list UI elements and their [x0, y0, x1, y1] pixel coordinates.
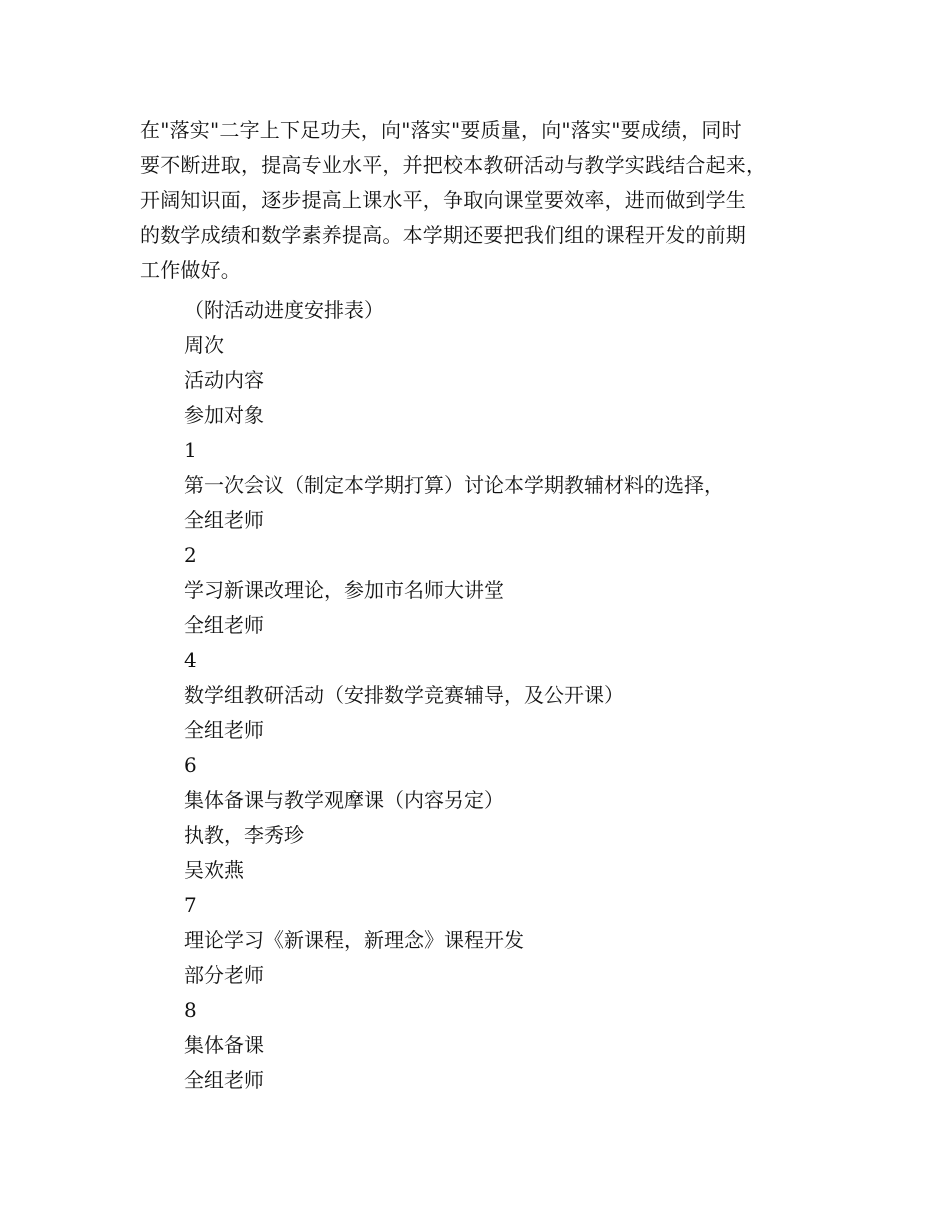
row-week: 6	[184, 753, 197, 777]
row-week: 8	[184, 998, 197, 1022]
paragraph-line: 工作做好。	[140, 258, 241, 282]
header-content: 活动内容	[184, 368, 264, 392]
schedule-list	[184, 293, 884, 1098]
appendix-note: （附活动进度安排表）	[184, 298, 384, 322]
row-participants: 部分老师	[184, 963, 264, 987]
row-week: 2	[184, 543, 197, 567]
paragraph-line: 要不断进取，提高专业水平，并把校本教研活动与教学实践结合起来，	[140, 153, 767, 177]
row-participants: 全组老师	[184, 613, 264, 637]
row-content: 集体备课	[184, 1033, 264, 1057]
body-paragraph	[140, 113, 820, 288]
row-participants: 全组老师	[184, 718, 264, 742]
row-week: 1	[184, 438, 197, 462]
paragraph-line: 的数学成绩和数学素养提高。本学期还要把我们组的课程开发的前期	[140, 223, 746, 247]
row-content: 第一次会议（制定本学期打算）讨论本学期教辅材料的选择，	[184, 473, 724, 497]
row-participants: 执教，李秀珍	[184, 823, 304, 847]
row-content: 数学组教研活动（安排数学竞赛辅导，及公开课）	[184, 683, 624, 707]
row-participants: 全组老师	[184, 1068, 264, 1092]
paragraph-line: 在"落实"二字上下足功夫，向"落实"要质量，向"落实"要成绩，同时	[140, 118, 742, 142]
row-week: 7	[184, 893, 197, 917]
row-participants: 全组老师	[184, 508, 264, 532]
header-week: 周次	[184, 333, 224, 357]
row-content: 集体备课与教学观摩课（内容另定）	[184, 788, 504, 812]
row-content: 理论学习《新课程，新理念》课程开发	[184, 928, 524, 952]
row-content: 学习新课改理论，参加市名师大讲堂	[184, 578, 504, 602]
header-participants: 参加对象	[184, 403, 264, 427]
row-participants: 吴欢燕	[184, 858, 244, 882]
paragraph-line: 开阔知识面，逐步提高上课水平，争取向课堂要效率，进而做到学生	[140, 188, 746, 212]
row-week: 4	[184, 648, 197, 672]
